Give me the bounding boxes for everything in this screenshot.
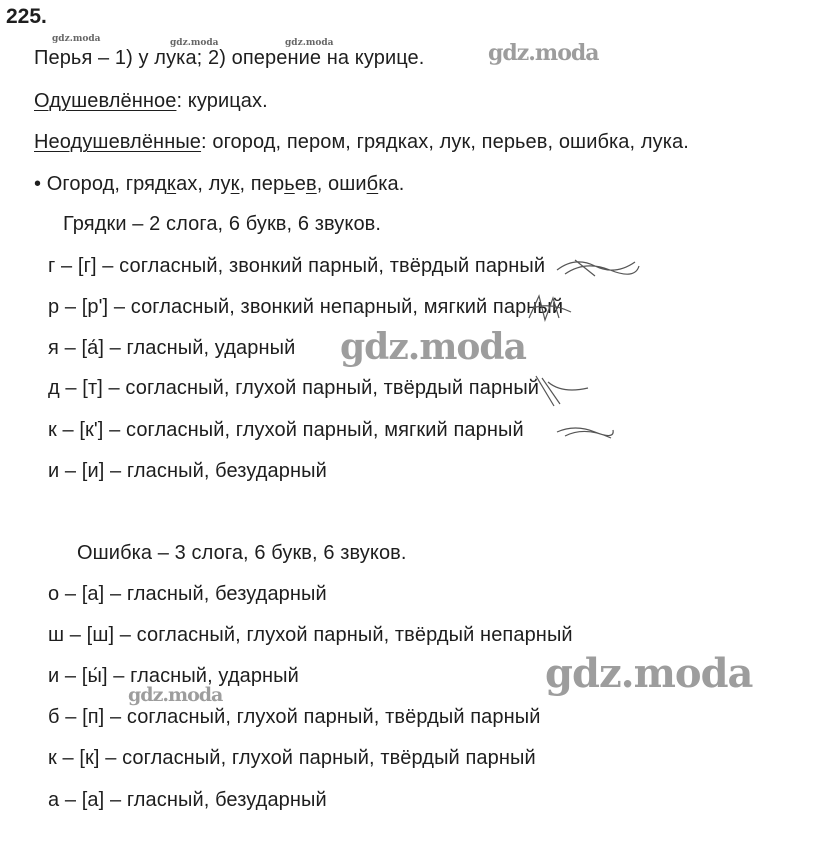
text-part: , пер [239,173,285,195]
scribble-mark [525,292,575,322]
underlined-letter: ь [284,173,295,195]
watermark-small: gdz.moda [285,38,334,48]
watermark: gdz.moda [488,40,599,66]
text-part: ка. [378,173,405,195]
text-part: ах, лу [176,173,231,195]
text-animate: : курицах. [176,90,268,112]
label-animate: Одушевлённое [34,90,177,112]
watermark: gdz.moda [545,650,753,697]
line-definition: Перья – 1) у лука; 2) оперение на курице. [34,47,425,69]
scribble-mark [532,374,592,408]
line-spelling [34,172,404,196]
word1-title: Грядки – 2 слога, 6 букв, 6 звуков. [63,213,382,235]
exercise-number: 225. [6,5,47,28]
text-inanimate: : огород, пером, грядках, лук, перьев, ошибка, лука. [201,131,689,153]
text-part: , гряд [114,173,167,195]
word1-sound-1: г – [г] – согласный, звонкий парный, твёрдый парный [48,255,546,277]
word1-sound-3: я – [а́] – гласный, ударный [48,337,296,359]
watermark-small: gdz.moda [52,34,101,44]
label-inanimate: Неодушевлённые [34,131,202,153]
line-animate [34,89,268,113]
word2-title: Ошибка – 3 слога, 6 букв, 6 звуков. [77,542,407,564]
watermark-small: gdz.moda [170,38,219,48]
word1-sound-6: и – [и] – гласный, безударный [48,460,327,482]
underlined-letter: к [230,173,240,195]
word2-sound-2: ш – [ш] – согласный, глухой парный, твёрдый непарный [48,624,573,646]
text-part: Огоро [41,173,103,195]
scribble-mark [555,416,615,442]
word2-sound-3: и – [ы́] – гласный, ударный [48,665,299,687]
text-part: , оши [316,173,367,195]
word1-sound-4: д – [т] – согласный, глухой парный, твёрдый парный [48,377,540,399]
word2-sound-1: о – [а] – гласный, безударный [48,583,327,605]
word2-sound-4: б – [п] – согласный, глухой парный, твёрдый парный [48,706,541,728]
watermark: gdz.moda [340,326,526,368]
word1-sound-2: р – [р'] – согласный, звонкий непарный, мягкий парный [48,296,564,318]
underlined-letter: б [366,173,379,195]
scribble-mark [555,252,640,278]
underlined-letter: к [166,173,177,195]
underlined-letter: в [305,173,317,195]
bullet: • [34,173,42,195]
underlined-letter: д [102,173,115,195]
line-inanimate [34,130,689,154]
text-part: е [294,173,306,195]
word1-sound-5: к – [к'] – согласный, глухой парный, мягкий парный [48,419,524,441]
word2-sound-6: а – [а] – гласный, безударный [48,789,327,811]
watermark: gdz.moda [128,684,223,706]
word2-sound-5: к – [к] – согласный, глухой парный, твёрдый парный [48,747,536,769]
